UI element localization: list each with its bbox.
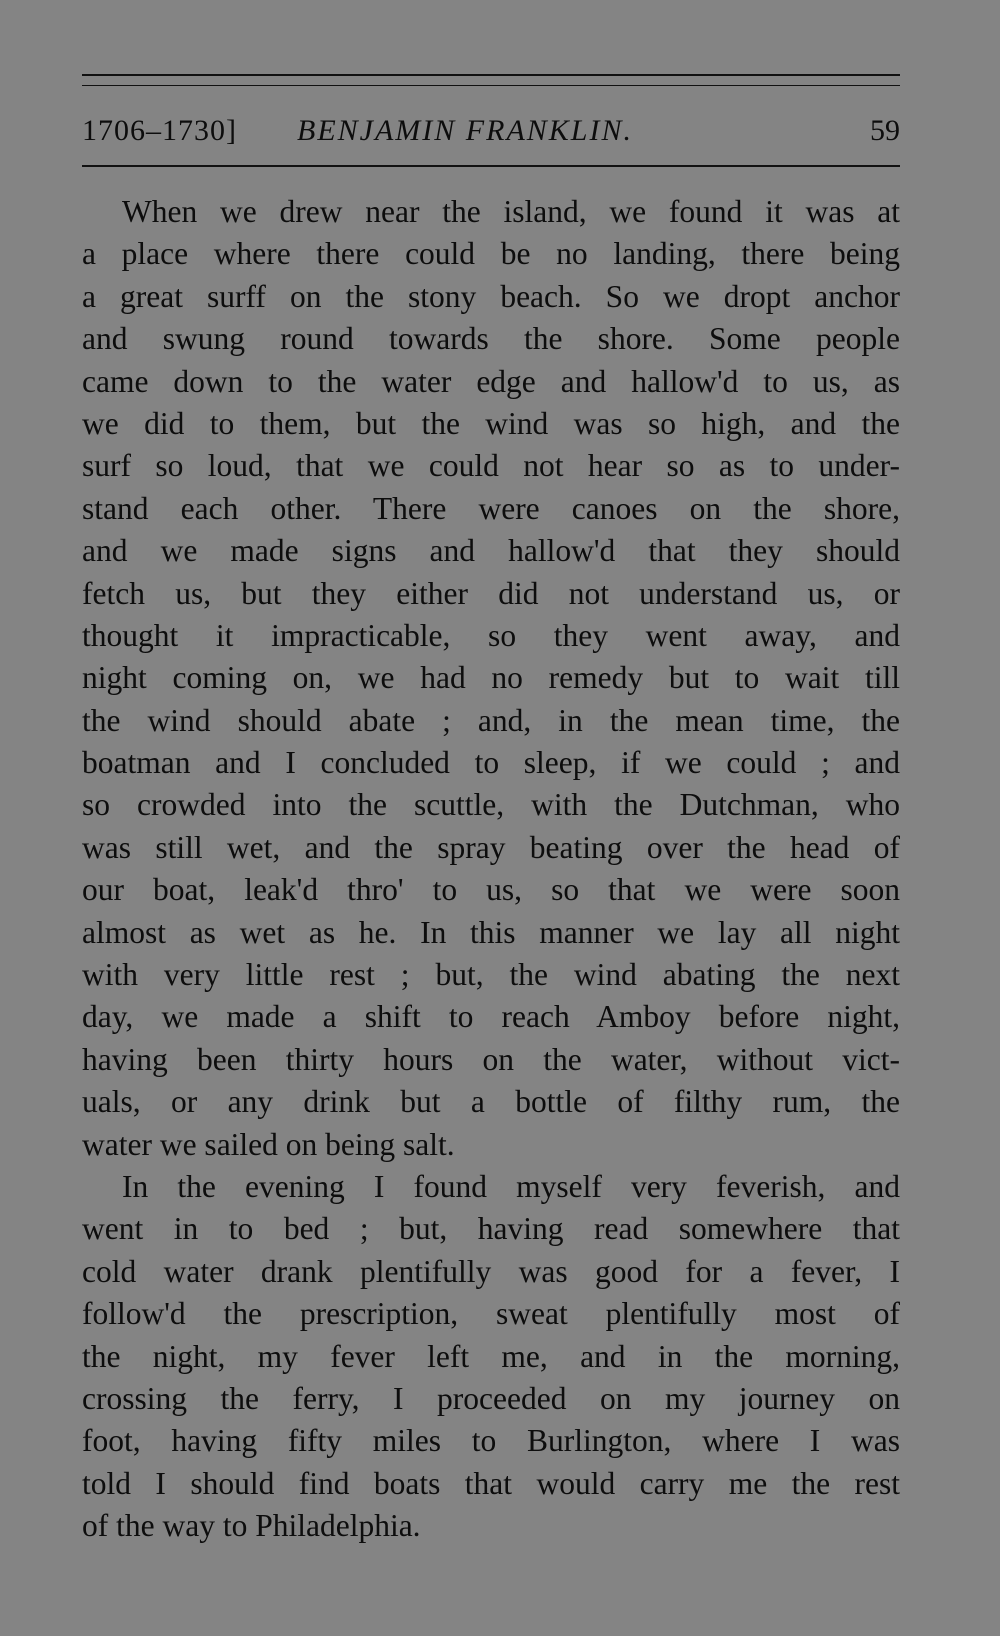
text-line: of the way to Philadelphia. bbox=[82, 1508, 421, 1544]
text-line: water we sailed on being salt. bbox=[82, 1126, 455, 1162]
text-line: When we drew near the island, we found it was at bbox=[122, 194, 900, 229]
running-head-dates: 1706–1730] bbox=[82, 114, 237, 147]
text-line: boatman and I concluded to sleep, if we could ; and bbox=[82, 745, 900, 781]
text-line: follow'd the prescription, sweat plentifully most of bbox=[82, 1296, 900, 1332]
text-line: came down to the water edge and hallow'd to us, as bbox=[82, 363, 900, 399]
text-line: the night, my fever left me, and in the morning, bbox=[82, 1338, 900, 1374]
text-line: was still wet, and the spray beating over the head of bbox=[82, 829, 900, 865]
text-line: In the evening I found myself very feverish, and bbox=[122, 1168, 900, 1204]
text-line: a great surff on the stony beach. So we dropt anchor bbox=[82, 278, 900, 314]
text-line: we did to them, but the wind was so high, and the bbox=[82, 405, 900, 441]
text-line: a place where there could be no landing, there being bbox=[82, 236, 900, 272]
text-line: fetch us, but they either did not understand us, or bbox=[82, 575, 900, 611]
paragraph-2 bbox=[82, 1166, 900, 1548]
text-line: foot, having fifty miles to Burlington, where I was bbox=[82, 1423, 900, 1459]
text-line: and we made signs and hallow'd that they should bbox=[82, 533, 900, 569]
top-rule-thin bbox=[82, 85, 900, 86]
text-line: night coming on, we had no remedy but to wait till bbox=[82, 660, 900, 696]
running-head-title: BENJAMIN FRANKLIN. bbox=[297, 114, 633, 147]
top-rule bbox=[82, 74, 900, 76]
text-line: stand each other. There were canoes on the shore, bbox=[82, 490, 900, 526]
text-line: so crowded into the scuttle, with the Dutchman, who bbox=[82, 787, 900, 823]
text-line: thought it impracticable, so they went away, and bbox=[82, 617, 900, 653]
text-line: and swung round towards the shore. Some people bbox=[82, 321, 900, 357]
paragraph-1 bbox=[82, 191, 900, 1166]
text-line: with very little rest ; but, the wind abating the next bbox=[82, 957, 900, 993]
body-text bbox=[82, 191, 900, 1548]
text-line: day, we made a shift to reach Amboy before night, bbox=[82, 999, 900, 1035]
text-line: told I should find boats that would carry me the rest bbox=[82, 1465, 900, 1501]
text-line: almost as wet as he. In this manner we lay all night bbox=[82, 914, 900, 950]
page-number: 59 bbox=[870, 114, 900, 147]
running-head bbox=[82, 111, 900, 151]
text-line: uals, or any drink but a bottle of filthy rum, the bbox=[82, 1084, 900, 1120]
text-line: crossing the ferry, I proceeded on my journey on bbox=[82, 1380, 900, 1416]
header-rule bbox=[82, 165, 900, 167]
text-line: went in to bed ; but, having read somewhere that bbox=[82, 1211, 900, 1247]
text-line: the wind should abate ; and, in the mean time, the bbox=[82, 702, 900, 738]
text-line: cold water drank plentifully was good for a fever, I bbox=[82, 1253, 900, 1289]
text-line: surf so loud, that we could not hear so as to under- bbox=[82, 448, 900, 484]
text-line: having been thirty hours on the water, without vict- bbox=[82, 1041, 900, 1077]
text-line: our boat, leak'd thro' to us, so that we were soon bbox=[82, 872, 900, 908]
